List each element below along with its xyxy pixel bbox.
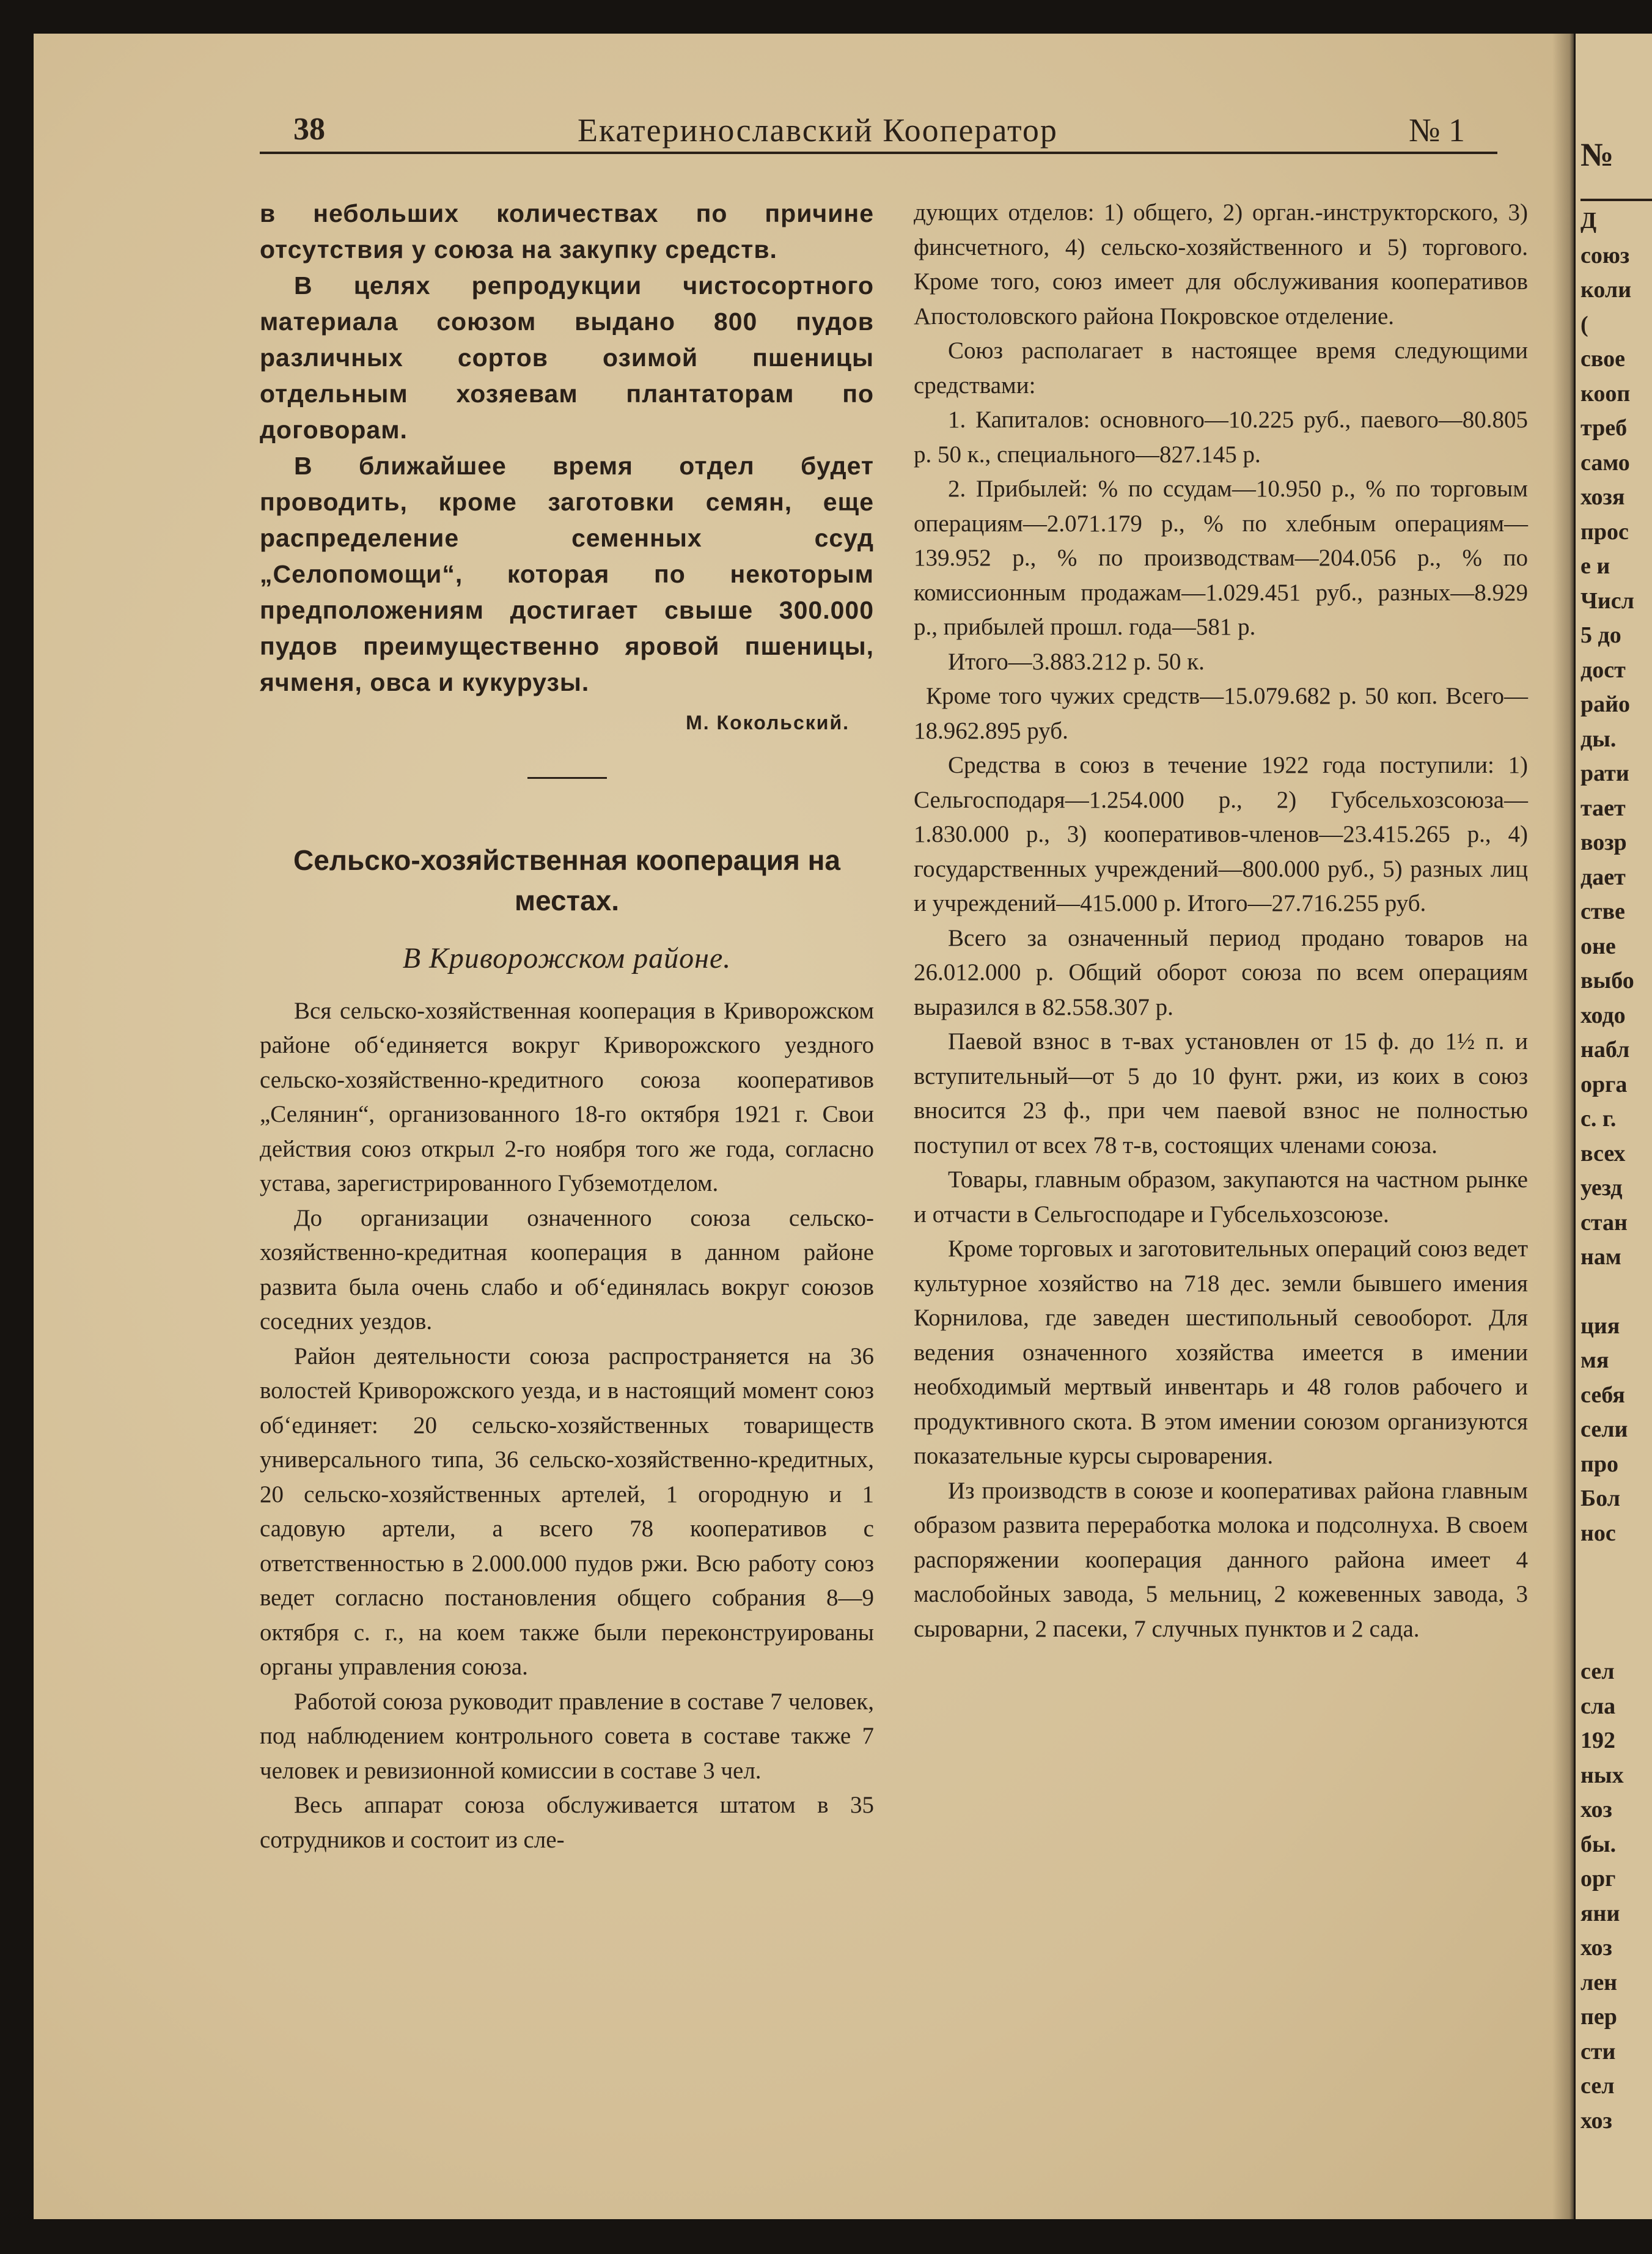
next-page-line-fragment: сели [1580,1416,1628,1442]
next-page-text-block [1580,204,1634,1275]
left-column [260,196,874,1857]
next-page-line-fragment: 5 до [1580,622,1621,648]
article-paragraph: 1. Капиталов: основного—10.225 руб., паевого—80.805 р. 50 к., специального—827.145 р. [914,407,1528,468]
next-page-line-fragment: Бол [1580,1486,1620,1511]
issue-number: № 1 [1409,112,1466,149]
next-page-line-fragment: свое [1580,346,1625,372]
article-paragraph: Кроме торговых и заготовительных операций союз ведет культурное хозяйство на 718 дес. земли бывшего имения Корнилова, где заведен шестипольный севооборот. Для ведения означенного хозяйства имеется в имении необходимый мертвый инвентарь и 48 голов рабочего и продуктивного скота. В этом имении союзом организуются показательные курсы сыроварения. [914,1236,1528,1469]
article-paragraph: До организации означенного союза сельско-хозяйственно-кредитная кооперация в данном районе развита была очень слабо и об‘единялась вокруг союзов соседних уездов. [260,1204,874,1335]
article-paragraph: Работой союза руководит правление в составе 7 человек, под наблюдением контрольного совета в составе также 7 человек и ревизионной комиссии в составе 3 чел. [260,1688,874,1784]
next-page-line-fragment: стан [1580,1209,1628,1236]
next-page-line-fragment: яни [1580,1900,1620,1926]
article-paragraph: Из производств в союзе и кооперативах района главным образом развита переработка молока и подсолнуха. В своем распоряжении кооперация данного района имеет 4 маслобойных завода, 5 мельниц, 2 кожевенных завода, 3 сыроварни, 2 пасеки, 7 случных пунктов и 2 сада. [914,1477,1528,1642]
next-page-line-fragment: с. г. [1580,1106,1617,1132]
next-page-line-fragment: орг [1580,1866,1616,1891]
next-page-line-fragment: про [1580,1451,1619,1477]
next-page-line-fragment: е и [1580,553,1610,579]
intro-paragraph: в небольших количествах по причине отсутствия у союза на закупку средств. [260,199,874,263]
next-page-line-fragment: стве [1580,899,1625,924]
next-page-line-fragment: нос [1580,1520,1616,1546]
page-header [260,104,1497,159]
next-page-line-fragment: набл [1580,1037,1630,1063]
next-page-line-fragment: ция [1580,1313,1620,1339]
next-page-line-fragment: хоз [1580,1935,1612,1961]
next-page-line-fragment: всех [1580,1140,1626,1166]
article-paragraph: Товары, главным образом, закупаются на частном рынке и отчасти в Сельгосподаре и Губсельхозсоюзе. [914,1166,1528,1228]
next-page-line-fragment: сти [1580,2038,1616,2064]
right-column [914,196,1528,1646]
next-page-line-fragment: само [1580,449,1630,476]
next-page-line-fragment: 192 [1580,1728,1615,1753]
next-page-line-fragment: дост [1580,657,1626,683]
next-page-line-fragment: рати [1580,761,1629,786]
next-page-line-fragment: прос [1580,518,1629,545]
next-page-line-fragment: хоз [1580,2107,1612,2134]
next-page-line-fragment: выбо [1580,968,1634,993]
article-paragraph: Район деятельности союза распространяется на 36 волостей Криворожского уезда, и в настоящий момент союз об‘единяет: 20 сельско-хозяйственных товариществ универсального типа, 36 сельско-хозяйственно-кредитных, 20 сельско-хозяйственных артелей, 1 огородную и 1 садовую артели, а всего 78 кооперативов с ответственностью в 2.000.000 пудов ржи. Всю работу союз ведет согласно постановления общего собрания 8—9 октября с. г., на коем также были переконструированы органы управления союза. [260,1342,874,1680]
header-rule [260,152,1497,154]
page-gutter [1552,34,1577,2219]
next-page-line-fragment: сел [1580,1659,1615,1684]
next-page-line-fragment: орга [1580,1071,1628,1097]
page-number: 38 [293,112,325,147]
author-signature: М. Кокольский. [686,712,850,734]
next-page-line-fragment: ( [1580,311,1588,337]
journal-title: Екатеринославский Кооператор [578,112,1058,149]
article-paragraph: дующих отделов: 1) общего, 2) орган.-инструкторского, 3) финсчетного, 4) сельско-хозяйственного и 5) торгового. Кроме того, союз имеет для обслуживания кооперативов Апостоловского района Покровское отделение. [914,199,1528,330]
next-page-line-fragment: райо [1580,691,1631,717]
intro-paragraph: В ближайшее время отдел будет проводить, кроме заготовки семян, еще распределение семенных ссуд „Селопомощи“, которая по некоторым предположениям достигает свыше 300.000 пудов преимущественно яровой пшеницы, ячменя, овса и кукурузы. [260,452,874,696]
next-page-line-fragment: тает [1580,795,1626,821]
next-page-line-fragment: сла [1580,1693,1616,1719]
next-page-line-fragment: мя [1580,1347,1609,1373]
article-paragraph: Союз располагает в настоящее время следующими средствами: [914,337,1528,399]
next-page-line-fragment: коли [1580,277,1632,303]
page-right-fragment [1576,34,1652,2219]
next-page-line-fragment: возр [1580,830,1627,855]
next-page-line-fragment: союз [1580,242,1630,268]
article-paragraph: Вся сельско-хозяйственная кооперация в Криворожском районе об‘единяется вокруг Криворожского уездного сельско-хозяйственно-кредитного союза кооперативов „Селянин“, организованного 18-го октября 1921 г. Свои действия союз открыл 2-го ноября того же года, согласно устава, зарегистрированного Губземотделом. [260,997,874,1196]
next-page-text-block [1580,1309,1634,1551]
next-page-line-fragment: себя [1580,1382,1625,1408]
next-page-text-block [1580,1654,1634,2138]
next-page-line-fragment: Д [1580,208,1597,234]
next-page-line-fragment: хозя [1580,484,1625,510]
next-page-line-fragment: сел [1580,2073,1615,2099]
next-page-line-fragment: ды. [1580,726,1617,752]
article-title: Сельско-хозяйственная кооперация на местах. [293,844,840,916]
next-page-line-fragment: бы. [1580,1831,1617,1857]
next-page-line-fragment: оне [1580,933,1616,959]
intro-paragraph: В целях репродукции чистосортного материала союзом выдано 800 пудов различных сортов озимой пшеницы отдельным хозяевам плантаторам по договорам. [260,271,874,444]
next-page-line-fragment: нам [1580,1244,1621,1270]
next-page-line-fragment: ных [1580,1762,1624,1788]
next-page-line-fragment: хоз [1580,1797,1612,1822]
article-paragraph: 2. Прибылей: % по ссудам—10.950 р., % по торговым операциям—2.071.179 р., % по хлебным операциям—139.952 р., % по производствам—204.056 р., % по комиссионным продажам—1.029.451 руб., разных—8.929 р., прибылей прошл. года—581 р. [914,476,1528,640]
article-paragraph: Итого—3.883.212 р. 50 к. [948,648,1205,675]
article-paragraph: Кроме того чужих средств—15.079.682 р. 50 коп. Всего—18.962.895 руб. [914,683,1528,744]
next-page-line-fragment: кооп [1580,380,1631,407]
article-paragraph: Средства в союз в течение 1922 года поступили: 1) Сельгосподаря—1.254.000 р., 2) Губсельхозсоюза—1.830.000 р., 3) кооперативов-членов—23.415.265 р., 4) государственных учреждений—800.000 руб., 5) разных лиц и учреждений—415.000 р. Итого—27.716.255 руб. [914,752,1528,916]
next-page-line-fragment: Числ [1580,587,1634,614]
article-paragraph: Весь аппарат союза обслуживается штатом в 35 сотрудников и состоит из сле- [260,1792,874,1853]
next-page-line-fragment: дает [1580,864,1626,890]
next-page-header-rule [1580,199,1652,201]
article-subtitle: В Криворожском районе. [402,941,732,974]
next-page-line-fragment: пер [1580,2004,1617,2030]
next-page-line-fragment: ходо [1580,1002,1626,1028]
next-page-line-fragment: треб [1580,415,1628,441]
article-paragraph: Всего за означенный период продано товаров на 26.012.000 р. Общий оборот союза по всем операциям выразился в 82.558.307 р. [914,924,1528,1020]
next-page-line-fragment: лен [1580,1969,1618,1995]
article-paragraph: Паевой взнос в т-вах установлен от 15 ф. до 1½ п. и вступительный—от 5 до 10 фунт. ржи, из коих в союз вносится 23 ф., при чем паевой взнос не полностью поступил от всех 78 т-в, состоящих членами союза. [914,1028,1528,1158]
next-page-header: № [1580,136,1614,173]
section-divider [527,777,607,779]
next-page-line-fragment: уезд [1580,1175,1623,1201]
